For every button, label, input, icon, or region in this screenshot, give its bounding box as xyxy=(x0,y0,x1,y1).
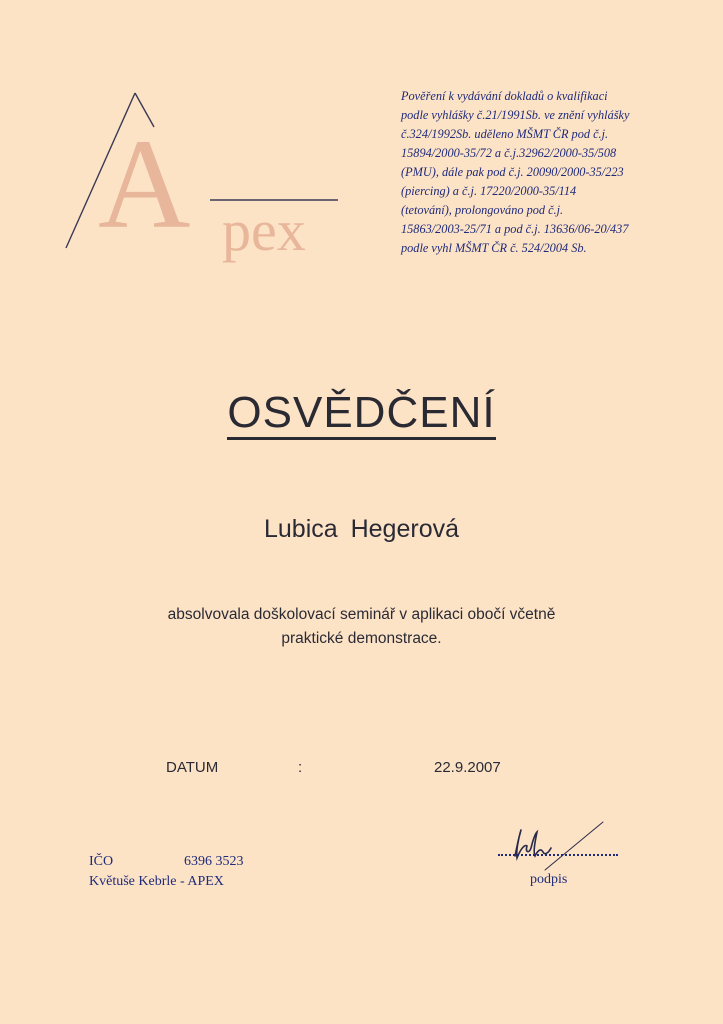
course-description-line2: praktické demonstrace. xyxy=(281,630,442,647)
authorization-line: 15894/2000-35/72 a č.j.32962/2000-35/508 xyxy=(401,146,617,160)
ico-value: 6396 3523 xyxy=(184,854,244,869)
date-value: 22.9.2007 xyxy=(434,759,501,776)
authorization-line: podle vyhlášky č.21/1991Sb. ve znění vyhlášky xyxy=(401,108,630,122)
logo-letters-pex: pex xyxy=(222,198,306,263)
authorization-line: Pověření k vydávání dokladů o kvalifikaci xyxy=(401,89,608,103)
authorization-line: č.324/1992Sb. uděleno MŠMT ČR pod č.j. xyxy=(401,127,609,141)
date-separator: : xyxy=(298,759,303,776)
ico-label: IČO xyxy=(89,854,114,869)
handwritten-signature xyxy=(485,818,625,878)
authorization-line: (piercing) a č.j. 17220/2000-35/114 xyxy=(401,184,577,198)
course-description-line1: absolvovala doškolovací seminář v aplikaci obočí včetně xyxy=(167,606,556,623)
authorization-line: podle vyhl MŠMT ČR č. 524/2004 Sb. xyxy=(401,241,587,255)
certificate-title-text: OSVĚDČENÍ xyxy=(227,388,495,440)
date-label: DATUM xyxy=(166,759,219,776)
signature-line xyxy=(498,854,618,856)
authorization-line: 15863/2003-25/71 a pod č.j. 13636/06-20/437 xyxy=(401,222,629,236)
recipient-name: Lubica Hegerová xyxy=(263,515,459,543)
apex-logo xyxy=(60,85,350,275)
signature-label: podpis xyxy=(530,872,568,887)
issuer-name: Květuše Kebrle - APEX xyxy=(89,874,224,889)
logo-letter-a: A xyxy=(98,113,191,255)
authorization-note xyxy=(401,87,666,258)
authorization-line: (tetování), prolongováno pod č.j. xyxy=(401,203,564,217)
certificate-title xyxy=(0,388,723,438)
ico-row xyxy=(89,852,244,872)
authorization-line: (PMU), dále pak pod č.j. 20090/2000-35/223 xyxy=(401,165,624,179)
issuer-block xyxy=(89,852,244,892)
course-description xyxy=(0,603,723,651)
